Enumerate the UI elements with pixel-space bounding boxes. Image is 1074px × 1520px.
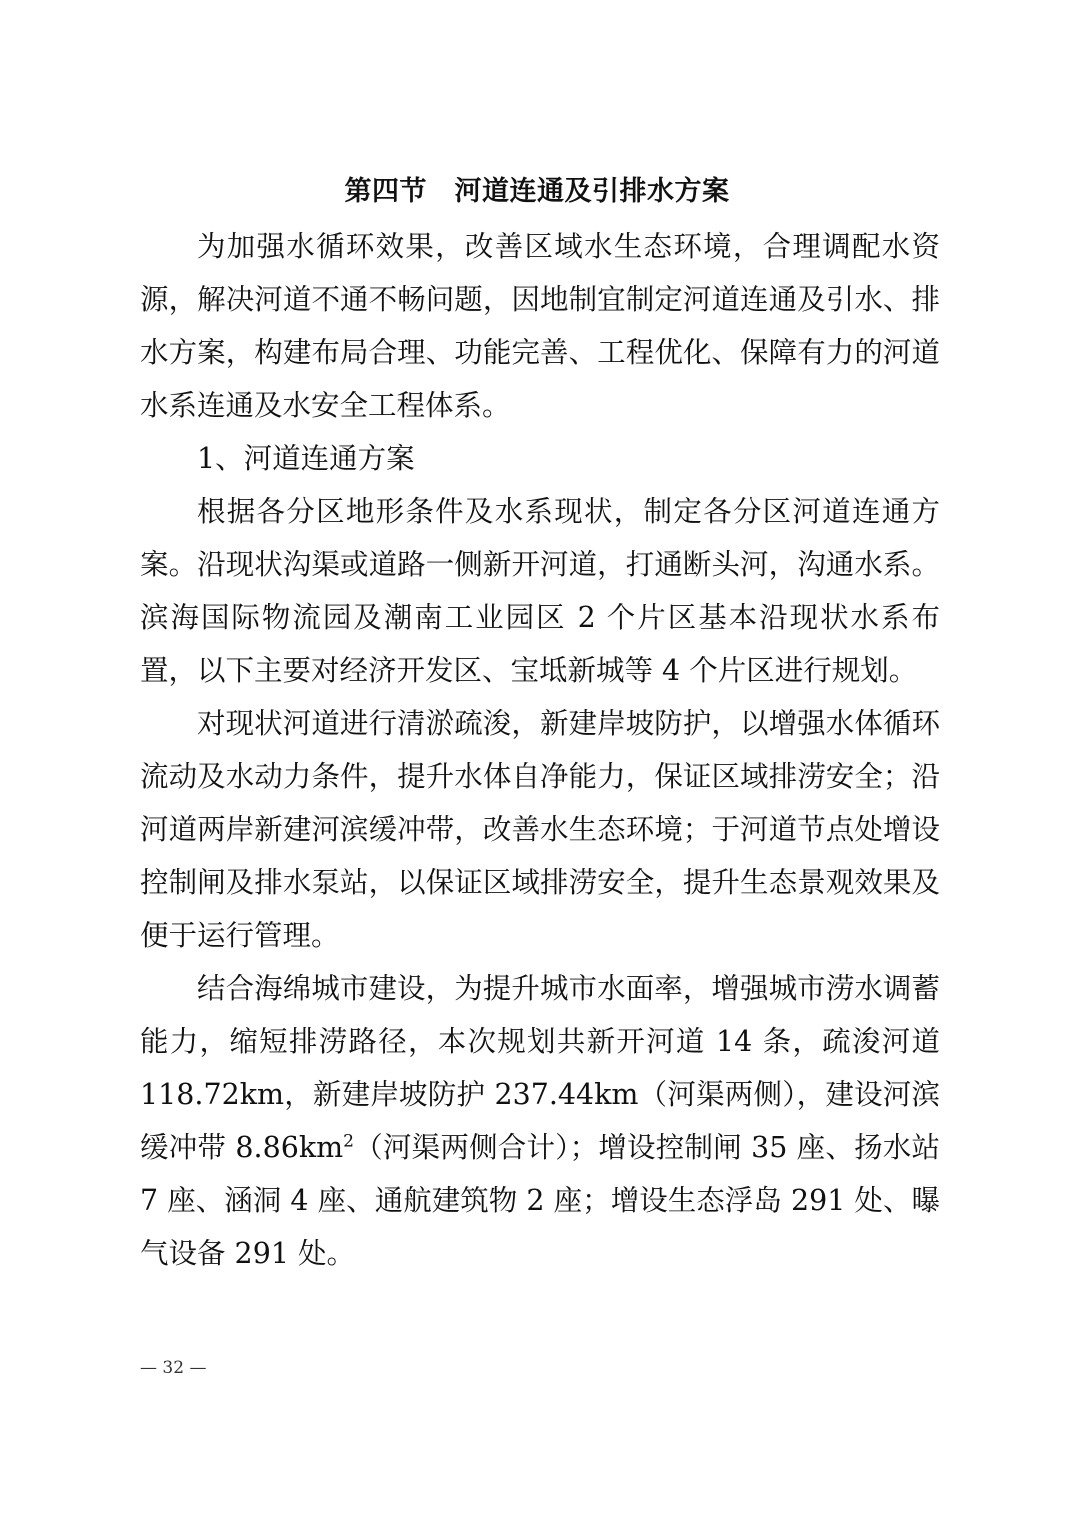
intro-paragraph: 为加强水循环效果，改善区域水生态环境，合理调配水资源，解决河道不通不畅问题，因地制宜制定河道连通及引水、排水方案，构建布局合理、功能完善、工程优化、保障有力的河道水系连通及水安全工程体系。 [140,230,940,422]
sponge-city-paragraph [140,962,940,1280]
connection-plan-paragraph: 根据各分区地形条件及水系现状，制定各分区河道连通方案。沿现状沟渠或道路一侧新开河道，打通断头河，沟通水系。滨海国际物流园及潮南工业园区 2 个片区基本沿现状水系布置，以下主要对经济开发区、宝坻新城等 4 个片区进行规划。 [140,495,940,687]
intro-block [140,220,940,432]
page-number: — 32 — [140,1358,207,1378]
sponge-city-block [140,962,940,1280]
sponge-city-text-part2: （河渠两侧合计）；增设控制闸 35 座、扬水站 7 座、涵洞 4 座、通航建筑物 2 座；增设生态浮岛 291 处、曝气设备 291 处。 [140,1131,940,1270]
sponge-city-text-part1: 结合海绵城市建设，为提升城市水面率，增强城市涝水调蓄能力，缩短排涝路径，本次规划共新开河道 14 条，疏浚河道 118.72km，新建岸坡防护 237.44km（河渠两侧），建设河滨缓冲带 8.86km [140,972,940,1164]
subsection-heading: 1、河道连通方案 [197,442,415,475]
plan-block [140,485,940,697]
dredging-block [140,697,940,962]
area-unit-superscript: 2 [343,1131,355,1152]
subheading-block [140,432,940,485]
section-title: 第四节 河道连通及引排水方案 [344,176,730,207]
dredging-paragraph: 对现状河道进行清淤疏浚，新建岸坡防护，以增强水体循环流动及水动力条件，提升水体自净能力，保证区域排涝安全；沿河道两岸新建河滨缓冲带，改善水生态环境；于河道节点处增设控制闸及排水泵站，以保证区域排涝安全，提升生态景观效果及便于运行管理。 [140,707,940,952]
